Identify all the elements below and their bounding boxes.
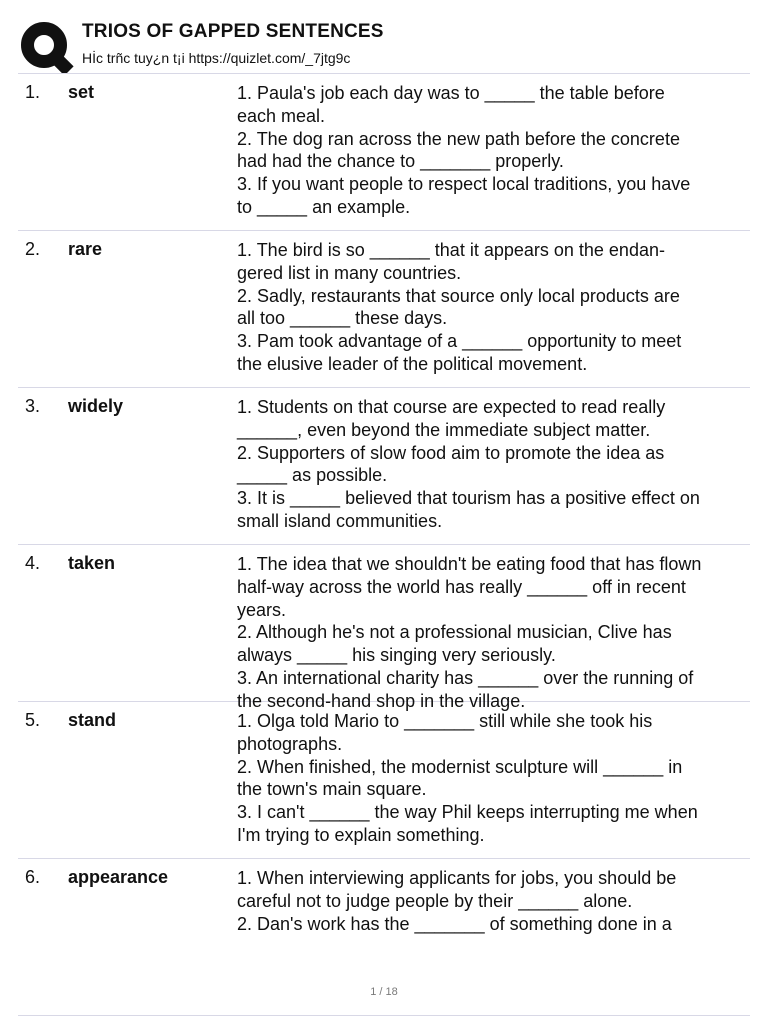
- row-definition: [237, 553, 747, 713]
- definition-line: 2. Sadly, restaurants that source only local products are: [237, 285, 680, 306]
- definition-line: the second-hand shop in the village.: [237, 690, 526, 711]
- row-definition: [237, 82, 747, 219]
- row-term: taken: [68, 553, 116, 573]
- definition-line: _____ as possible.: [237, 465, 388, 486]
- definition-line: 1. When interviewing applicants for jobs, you should be: [237, 868, 677, 888]
- definition-line: had had the chance to _______ properly.: [237, 151, 564, 172]
- definition-line: 1. Paula's job each day was to _____ the table before: [237, 83, 665, 103]
- definition-line: always _____ his singing very seriously.: [237, 645, 556, 666]
- definition-line: gered list in many countries.: [237, 262, 462, 283]
- definition-line: small island communities.: [237, 510, 443, 531]
- definition-line: 2. The dog ran across the new path before the concrete: [237, 128, 680, 149]
- row-number: 4.: [25, 553, 41, 573]
- definition-line: 3. If you want people to respect local traditions, you have: [237, 174, 691, 195]
- definition-line: 3. It is _____ believed that tourism has a positive effect on: [237, 488, 700, 509]
- definition-line: 1. Olga told Mario to _______ still while she took his: [237, 711, 653, 731]
- definition-line: the town's main square.: [237, 779, 427, 800]
- row-number: 3.: [25, 396, 41, 416]
- term-row: [18, 388, 750, 545]
- definition-line: the elusive leader of the political movement.: [237, 353, 588, 374]
- row-number: 2.: [25, 239, 41, 259]
- definition-line: each meal.: [237, 105, 326, 126]
- definition-line: 3. An international charity has ______ over the running of: [237, 667, 694, 688]
- row-number: 6.: [25, 867, 41, 887]
- row-definition: [237, 710, 747, 847]
- term-row: [18, 702, 750, 859]
- row-number: 1.: [25, 82, 41, 102]
- definition-line: I'm trying to explain something.: [237, 824, 485, 845]
- row-term: set: [68, 82, 95, 102]
- definition-line: photographs.: [237, 733, 343, 754]
- definition-line: 1. The bird is so ______ that it appears on the endan-: [237, 240, 665, 260]
- definition-line: 2. When finished, the modernist sculpture will ______ in: [237, 756, 683, 777]
- definition-line: half-way across the world has really ______ off in recent: [237, 576, 686, 597]
- term-list: [18, 73, 750, 1016]
- term-row: [18, 231, 750, 388]
- definition-line: 1. The idea that we shouldn't be eating food that has flown: [237, 554, 702, 574]
- definition-line: ______, even beyond the immediate subject matter.: [237, 419, 651, 440]
- row-term: stand: [68, 710, 117, 730]
- definition-line: 2. Although he's not a professional musician, Clive has: [237, 622, 672, 643]
- page-indicator: 1 / 18: [370, 986, 398, 998]
- row-number: 5.: [25, 710, 41, 730]
- row-definition: [237, 867, 747, 935]
- definition-line: 3. Pam took advantage of a ______ opportunity to meet: [237, 331, 682, 352]
- definition-line: to _____ an example.: [237, 196, 411, 217]
- page-title: TRIOS OF GAPPED SENTENCES: [82, 21, 384, 42]
- definition-line: 3. I can't ______ the way Phil keeps interrupting me when: [237, 802, 698, 823]
- definition-line: careful not to judge people by their ______ alone.: [237, 890, 633, 911]
- term-row: [18, 74, 750, 231]
- page-subtitle: Hİc trñc tuy¿n t¡i https://quizlet.com/_7jtg9c: [82, 50, 351, 66]
- quizlet-q-logo-icon: [18, 18, 74, 74]
- term-row: [18, 545, 750, 711]
- row-term: widely: [68, 396, 124, 416]
- definition-line: 2. Supporters of slow food aim to promote the idea as: [237, 442, 665, 463]
- document-header: [18, 18, 750, 74]
- definition-line: all too ______ these days.: [237, 308, 448, 329]
- definition-line: 2. Dan's work has the _______ of something done in a: [237, 913, 672, 934]
- row-definition: [237, 239, 747, 376]
- row-term: rare: [68, 239, 103, 259]
- definition-line: 1. Students on that course are expected to read really: [237, 397, 666, 417]
- row-term: appearance: [68, 867, 169, 887]
- row-definition: [237, 396, 747, 533]
- definition-line: years.: [237, 599, 287, 620]
